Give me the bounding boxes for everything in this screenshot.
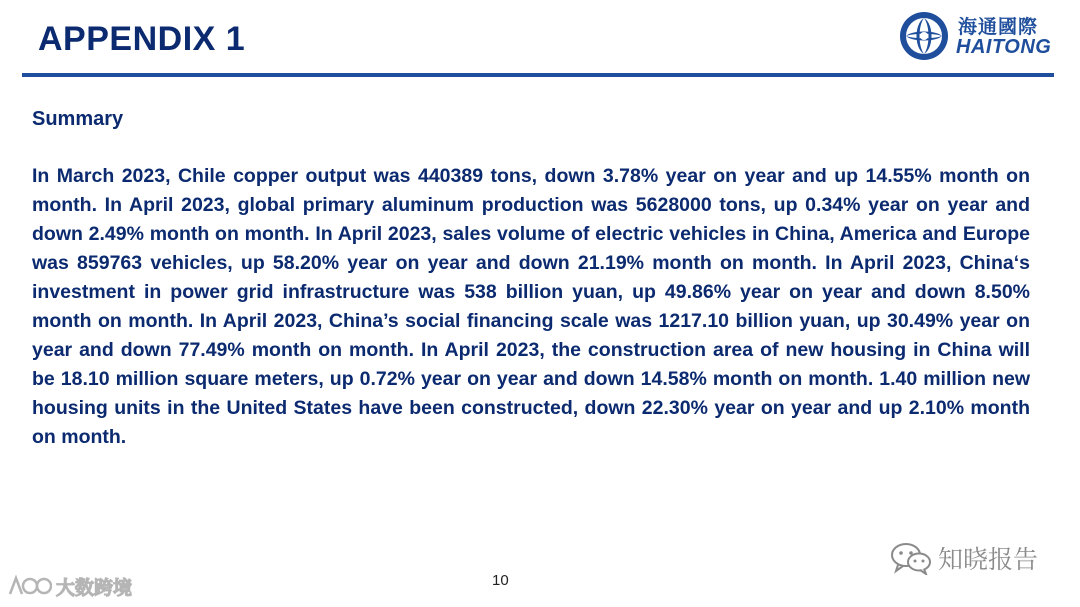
section-heading: Summary bbox=[32, 108, 124, 130]
watermark-right bbox=[890, 538, 1038, 578]
watermark-left bbox=[6, 570, 132, 602]
watermark-right-text: 知晓报告 bbox=[938, 545, 1039, 574]
page-number: 10 bbox=[492, 572, 509, 589]
wechat-icon bbox=[890, 541, 932, 575]
logo-english-text: HAITONG bbox=[956, 36, 1052, 58]
page-title: APPENDIX 1 bbox=[38, 20, 246, 58]
watermark-left-text: 大数跨境 bbox=[56, 576, 133, 599]
haitong-logo bbox=[898, 8, 1058, 64]
brand-icon bbox=[6, 574, 52, 598]
haitong-logo-icon bbox=[898, 10, 950, 62]
logo-chinese-text: 海通國際 bbox=[958, 16, 1039, 38]
summary-paragraph: In March 2023, Chile copper output was 440389 tons, down 3.78% year on year and up 14.55% month on month. In April 2023, global primary aluminum production was 5628000 tons, up 0.34% year on year and down 2.49% month on month. In April 2023, sales volume of electric vehicles in China, America and Europe was 859763 vehicles, up 58.20% year on year and down 21.19% month on month. In April 2023, China‘s investment in power grid infrastructure was 538 billion yuan, up 49.86% year on year and down 8.50% month on month. In April 2023, China’s social financing scale was 1217.10 billion yuan, up 30.49% year on year and down 77.49% month on month. In April 2023, the construction area of new housing in China will be 18.10 million square meters, up 0.72% year on year and down 14.58% month on month. 1.40 million new housing units in the United States have been constructed, down 22.30% year on year and up 2.10% month on month. bbox=[32, 165, 1030, 448]
header-divider bbox=[22, 73, 1054, 77]
